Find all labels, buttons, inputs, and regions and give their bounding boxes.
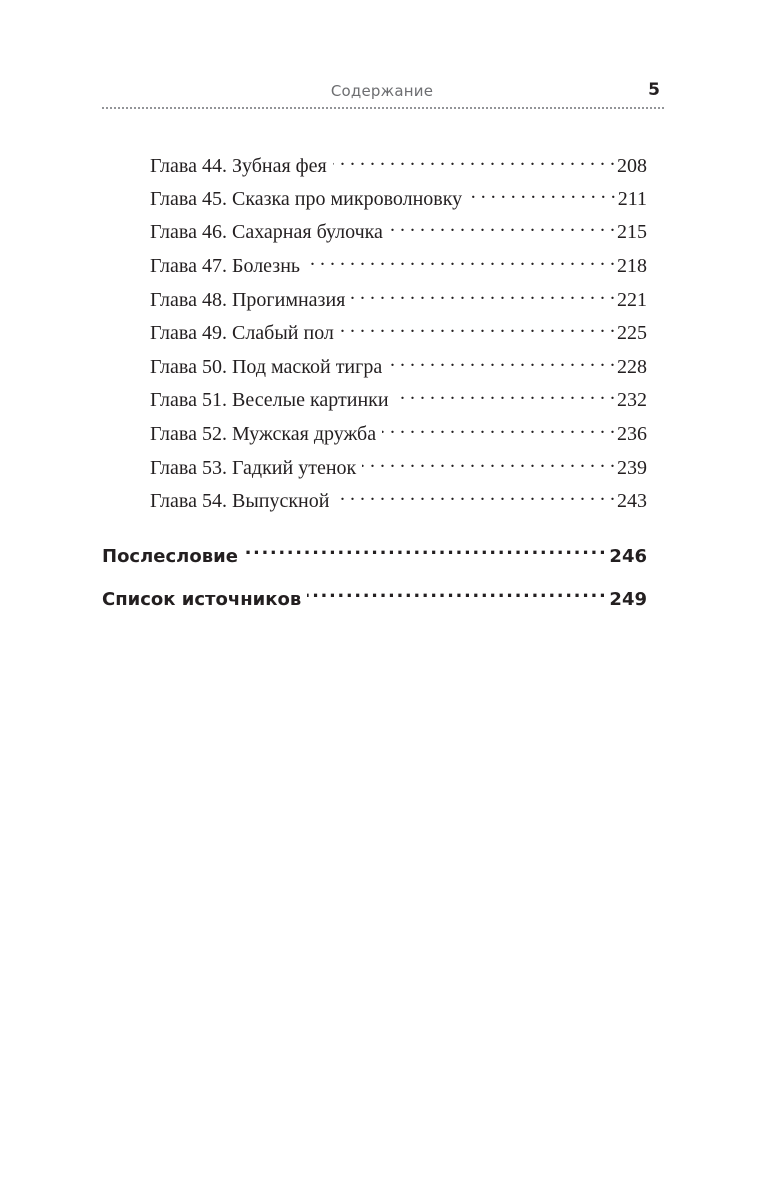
toc-entry-page: 218 [617, 255, 647, 277]
toc-entry-page: 225 [617, 322, 647, 344]
dot-leader [395, 386, 615, 406]
toc-entry-afterword[interactable] [102, 544, 647, 570]
toc-entry-chapter-47[interactable] [150, 252, 647, 278]
toc-entry-title: Список источников [102, 589, 302, 610]
toc-entry-page: 215 [617, 221, 647, 243]
toc-entry-title: Глава 47. Болезнь [150, 255, 301, 277]
page-number: 5 [648, 80, 660, 100]
running-header [102, 80, 662, 104]
dot-leader [362, 454, 615, 474]
toc-entry-chapter-50[interactable] [150, 353, 647, 379]
toc-entry-title: Глава 46. Сахарная булочка [150, 221, 383, 243]
toc-entry-chapter-48[interactable] [150, 286, 647, 312]
toc-entry-title: Глава 53. Гадкий утенок [150, 457, 357, 479]
dot-leader [244, 544, 607, 562]
toc-entry-chapter-46[interactable] [150, 218, 647, 244]
toc-entry-page: 232 [617, 389, 647, 411]
dot-leader [468, 185, 616, 205]
toc-entry-page: 239 [617, 457, 647, 479]
toc-entry-page: 208 [617, 155, 647, 177]
dot-leader [307, 587, 607, 605]
toc-entry-chapter-53[interactable] [150, 454, 647, 480]
toc-entry-chapter-49[interactable] [150, 319, 647, 345]
toc-entry-title: Глава 51. Веселые картинки [150, 389, 389, 411]
toc-entry-page: 246 [609, 546, 647, 567]
dot-leader [382, 420, 615, 440]
toc-entry-title: Глава 50. Под маской тигра [150, 356, 383, 378]
toc-entry-page: 249 [609, 589, 647, 610]
toc-entry-chapter-54[interactable] [150, 487, 647, 513]
toc-entry-title: Послесловие [102, 546, 238, 567]
header-dotted-rule [102, 107, 664, 109]
dot-leader [388, 353, 615, 373]
toc-entry-page: 211 [617, 188, 647, 210]
toc-entry-title: Глава 54. Выпускной [150, 490, 330, 512]
toc-entry-page: 228 [617, 356, 647, 378]
running-title: Содержание [330, 82, 434, 100]
toc-entry-title: Глава 49. Слабый пол [150, 322, 334, 344]
dot-leader [335, 487, 615, 507]
toc-entry-chapter-45[interactable] [150, 185, 647, 211]
toc-entry-page: 243 [617, 490, 647, 512]
dot-leader [389, 218, 615, 238]
dot-leader [306, 252, 615, 272]
toc-entry-chapter-52[interactable] [150, 420, 647, 446]
dot-leader [351, 286, 615, 306]
toc-entry-title: Глава 52. Мужская дружба [150, 423, 377, 445]
toc-entry-chapter-51[interactable] [150, 386, 647, 412]
toc-entry-page: 221 [617, 289, 647, 311]
toc-entry-references[interactable] [102, 587, 647, 613]
dot-leader [333, 152, 615, 172]
toc-entry-page: 236 [617, 423, 647, 445]
toc-entry-title: Глава 48. Прогимназия [150, 289, 346, 311]
toc-entry-title: Глава 44. Зубная фея [150, 155, 327, 177]
dot-leader [340, 319, 615, 339]
toc-entry-chapter-44[interactable] [150, 152, 647, 178]
toc-entry-title: Глава 45. Сказка про микроволновку [150, 188, 463, 210]
